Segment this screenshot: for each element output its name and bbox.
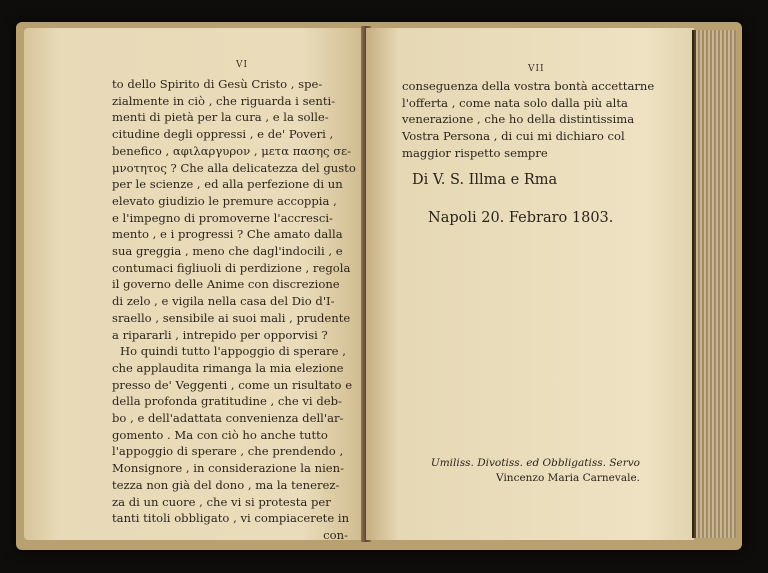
text-line: presso de' Veggenti , come un risultato e <box>112 377 353 392</box>
text-line: di zelo , e vigila nella casa del Dio d'I- <box>112 294 335 309</box>
text-line: menti di pietà per la cura , e la solle- <box>112 110 329 125</box>
text-line: Ho quindi tutto l'appoggio di sperare , <box>120 344 346 359</box>
text-line: e l'impegno di promoverne l'accresci- <box>112 210 333 225</box>
text-line: elevato giudizio le premure accoppia , <box>112 193 337 208</box>
text-line: l'appoggio di sperare , che prendendo , <box>112 444 344 459</box>
text-line: Monsignore , in considerazione la nien- <box>112 461 345 476</box>
text-line: il governo delle Anime con discrezione <box>112 277 340 292</box>
text-line: Vostra Persona , di cui mi dichiaro col <box>402 129 625 144</box>
text-line: contumaci figliuoli di perdizione , regola <box>112 260 351 275</box>
date-line: Napoli 20. Febraro 1803. <box>428 210 614 226</box>
text-line: a ripararli , intrepido per opporvisi ? <box>112 327 328 342</box>
text-line: sraello , sensibile ai suoi mali , prudente <box>112 310 351 325</box>
left-page-text <box>112 76 356 544</box>
salutation: Di V. S. Illma e Rma <box>412 172 558 188</box>
text-line: gomento . Ma con ciò ho anche tutto <box>112 427 328 442</box>
page-edges <box>694 30 736 538</box>
text-line: sua greggia , meno che dagl'indocili , e <box>112 244 343 259</box>
text-line: zialmente in ciò , che riguarda i senti- <box>112 93 336 108</box>
text-line: mento , e i progressi ? Che amato dalla <box>112 227 343 242</box>
open-book <box>16 22 742 550</box>
left-page <box>24 28 372 540</box>
text-line: tanti titoli obbligato , vi compiacerete in <box>112 511 350 526</box>
text-line: citudine degli oppressi , e de' Poveri , <box>112 127 334 142</box>
signature-line-1: Umiliss. Divotiss. ed Obbligatiss. Servo <box>430 457 640 469</box>
text-line: della profonda gratitudine , che vi deb- <box>112 394 342 409</box>
right-page <box>366 28 694 540</box>
right-page-text <box>402 78 655 162</box>
text-line: bo , e dell'adattata convenienza dell'ar- <box>112 411 344 426</box>
text-line: per le scienze , ed alla perfezione di un <box>112 177 343 192</box>
text-line: to dello Spirito di Gesù Cristo , spe- <box>112 77 323 91</box>
signature <box>414 456 640 486</box>
text-line: l'offerta , come nata solo dalla più alta <box>402 95 628 110</box>
text-line: che applaudita rimanga la mia elezione <box>112 360 344 375</box>
catchword: con- <box>323 527 348 542</box>
text-line: za di un cuore , che vi si protesta per <box>112 494 331 509</box>
signature-line-2: Vincenzo Maria Carnevale. <box>496 472 640 484</box>
text-line: maggior rispetto sempre <box>402 145 548 160</box>
left-page-number: VI <box>236 60 249 70</box>
text-line: benefico , αφιλαργυρον , μετα πασης σε- <box>112 143 352 158</box>
text-line: μνοτητος ? Che alla delicatezza del gusto <box>112 160 356 175</box>
right-page-number: VII <box>528 64 545 74</box>
text-line: conseguenza della vostra bontà accettarne <box>402 79 655 93</box>
text-line: tezza non già del dono , ma la tenerez- <box>112 477 340 492</box>
text-line: venerazione , che ho della distintissima <box>402 112 635 127</box>
